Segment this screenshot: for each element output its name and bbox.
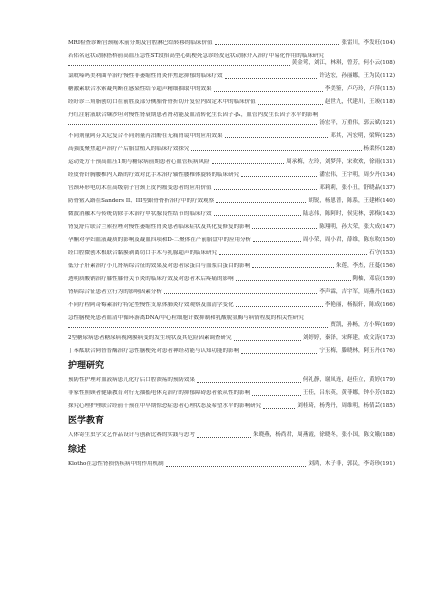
toc-entry[interactable] [68,99,395,106]
dot-leader [263,408,295,409]
entry-authors-page: 邓莉莉，张小丑，舒晓晶(137) [319,184,395,191]
dot-leader [219,254,367,255]
dot-leader [166,466,307,467]
toc-entry[interactable] [68,390,395,397]
toc-entry[interactable] [68,40,395,47]
dot-leader [164,293,318,294]
dot-leader [234,340,301,341]
dot-leader [212,163,285,164]
entry-authors-page: 李艳丽，杨振轩，陈成(166) [324,301,395,308]
dot-leader [68,124,317,125]
toc-entry[interactable] [68,198,395,205]
dot-leader [236,280,351,281]
entry-title: 非家性照顾者健康教育对行无抽搐电休克治疗的抑郁障碍患者依从性的影响 [68,390,251,397]
dot-leader [214,91,323,92]
dot-leader [191,150,361,151]
entry-title: Klotho在急性肾损伤疾病中的作用机制 [68,461,164,468]
entry-authors-page: 刘鸿，木子非，郭民，李奇珍(191) [308,461,395,468]
entry-title: 预防性护理对血液病患儿化疗后口腔溃疡的预防效果 [68,377,195,384]
entry-authors-page: 周小荣，周小君，薛维，陈东吹(150) [302,236,395,243]
toc-entry[interactable] [68,276,395,283]
entry-authors-page: 张雷川，李发旺(104) [341,40,395,46]
toc-entry[interactable] [68,185,395,192]
entry-title: 不同疗程阿奇霉素治疗特定型慢性支原体肺炎疗效观察及血清学变化 [68,301,234,308]
toc-entry[interactable] [68,53,395,68]
toc-entry[interactable] [68,146,395,153]
entry-authors-page: 陆志伟，陈阿时，侯宪林，郭梅(143) [302,210,395,217]
entry-title: 丁苯酞联合阿替普酶治疗急性脑梗死对患者神经功能与认知功能的影响 [68,348,240,355]
dot-leader [216,202,306,203]
entry-title: 不同剂量阿芬太尼复合不同剂量丙泊酚在无痛胃镜中的应用效果 [68,132,223,139]
toc-entry[interactable] [68,73,395,80]
toc-entry[interactable] [68,211,395,218]
toc-entry[interactable] [68,403,395,410]
entry-title: 糖激素联合水索凝判断在感染性结节超声精细抽取中的效果 [68,86,212,93]
entry-title: 肾复舒片联合兰索拉唑对慢性萎缩性胃炎患者临床症状及其化复修复的影响 [68,223,251,230]
entry-authors-page: 宁玉梅，滕晓林，阿玉丹(176) [319,348,395,355]
section-heading-nursing: 护理研究 [68,361,105,372]
entry-title: 透明质酸钠治疗膝性膝骨关节炎的临床疗效及对患者术后疼痛的影响 [68,275,234,282]
dot-leader [236,306,323,307]
entry-title: 宫颈环形电切术在高级别子宫颈上皮内瘤变患者的应用价值 [68,184,212,191]
toc-entry[interactable] [68,335,395,342]
toc-entry[interactable] [68,133,395,140]
entry-authors-page: 王佳，吕东英，黄菲娜，钟小芳(182) [302,390,395,397]
entry-title: 急性脑梗死患者血清中循环游离DNA/中心粒细胞计数抑制和乳酸脱氢酶与病情程度的相关性研究 [68,314,304,321]
entry-authors-page: 贾凯，孙畅，方小辉(169) [330,322,395,329]
dot-leader [225,137,329,138]
entry-title: 人体寄生虫学文艺作品设计与创新比赛的实践与思考 [68,432,195,439]
toc-entry[interactable] [68,112,395,127]
dot-leader [215,44,340,45]
dot-leader [214,189,318,190]
entry-authors-page: 石守(153) [369,249,395,256]
entry-authors-page: 胡锐，杨恩普，陈系，王建彬(140) [308,197,395,204]
toc-entry[interactable] [68,289,395,296]
toc-entry[interactable] [68,348,395,355]
entry-title: 微波消融术与传统切除手术治疗甲状腺良性结节的临床疗效 [68,210,212,217]
entry-title: 运动处方干预高血压1期与糖尿病前期患者心血管疾病风险 [68,158,210,165]
entry-title: 高强度聚焦超声治疗产后胎盘植入的临床疗效探究 [68,145,190,152]
entry-title: 经口腔微创术根联合黏膜剥离切口手术与乳腺超声的临床研究 [68,249,218,256]
entry-title: 防骨鲎入路在Sanders II、III型跟骨骨折治疗中的疗效观察 [68,197,215,204]
dot-leader [252,395,301,396]
toc-entry[interactable] [68,461,395,468]
entry-authors-page: 杨柔怀(128) [363,145,395,152]
toc-entry[interactable] [68,263,395,270]
entry-title: 2型糖尿病患者糖尿病视网膜病变的发生现状及其危险因素调查研究 [68,335,232,342]
entry-authors-page: 陶柚，邓宸(159) [352,275,395,282]
dot-leader [241,353,317,354]
toc-entry[interactable] [68,377,395,384]
toc-entry[interactable] [68,86,395,93]
entry-title: 孕酮对孕妇血液凝质的影响及凝血四项和D-二聚体在产前胎盘中的应用分析 [68,236,252,243]
entry-authors-page: 周承梅，左玲，刘梦萍，宋欢欢，徐雨(131) [286,158,395,165]
entry-authors-page: 李美鉴，卢巧玲，卢萍(115) [324,86,395,93]
dot-leader [68,327,328,328]
entry-title: 低分子肝素治疗小儿肾病综合征的效果及对患者尿蛋白与血浆白蛋白的影响 [68,262,251,269]
toc-entry[interactable] [68,302,395,309]
toc-entry[interactable] [68,432,395,439]
dot-leader [197,437,251,438]
entry-title: 丹红注射液联合缬沙坦对慢性肾衰期患者肾功能及血清转化生长因子-β₁，血管内皮生长因子水平的影响 [68,112,319,119]
entry-authors-page: 刘婷婷，秦泽，宋辉建，成文涛(173) [302,335,395,342]
entry-authors-page: 邓其，冯宏明，梁辉(125) [330,132,395,139]
toc-entry[interactable] [68,237,395,244]
entry-authors-page: 朱晓燕，杨尚君，周燕霞，徐晓冬，张小国，陈文娥(188) [253,432,395,439]
toc-entry[interactable] [68,315,395,330]
toc-entry[interactable] [68,224,395,231]
entry-authors-page: 黄金莺，刘江，林琪，曾芳，何小云(108) [291,60,395,67]
entry-authors-page: 刘桂琦，杨秀丹，周维明，杨倩芸(185) [297,403,395,410]
entry-title: 经皮骨针胸腰椎内人路的疗效对比手术治疗轴性腰椎体旋转的临床研究 [68,171,240,178]
entry-title: 经盱诊三角脂创切口在前胜及部分侧胎骨骨折切开复位内固定术中的临床价值 [68,99,256,106]
entry-authors-page: 许达宏，孙丽娜，王为民(112) [319,73,395,80]
entry-authors-page: 何礼静，谢凤连，赵佳立，黄婷(179) [302,377,395,384]
dot-leader [214,215,301,216]
toc-entry[interactable] [68,172,395,179]
entry-authors-page: 潘宏伟，王宇明，周少丹(134) [319,171,395,178]
entry-title: 氯吡嗪吗美利曲辛治疗慢性非萎缩性胃炎伴焦虑抑郁的临床疗效 [68,73,223,80]
dot-leader [252,228,317,229]
dot-leader [68,65,290,66]
toc-entry[interactable] [68,250,395,257]
entry-authors-page: 赵世九，代建川，王竣(118) [324,99,395,106]
section-heading-review: 综述 [68,445,87,456]
toc-entry[interactable] [68,159,395,166]
dot-leader [253,241,301,242]
entry-title: 肾病综合征患者立行为的影响因素分析 [68,288,162,295]
entry-authors-page: 李声霖，吉宇军，周燕丹(163) [319,288,395,295]
entry-title: 探究心理护理联合经前干预在中早期惊恐症患者心理状态及希望水平的影响研究 [68,403,262,410]
dot-leader [197,382,301,383]
dot-leader [252,267,334,268]
entry-authors-page: 朱莲，李杰，汪蔓(156) [335,262,395,269]
dot-leader [258,104,323,105]
dot-leader [241,176,317,177]
section-heading-education: 医学教育 [68,416,105,427]
entry-authors-page: 汤宏平，万重伟，郭云斌(121) [319,119,395,126]
entry-title: MRI检查诊断宫颈癌术前分期及宫腔淋巴结转移的临床价值 [68,40,213,46]
dot-leader [225,78,318,79]
entry-title: 若佑名冠状动脉搭桥前高血压急性ST段抬高型心肌梗死急诊经皮冠状动脉介入治疗中易化作用的临床研究 [68,53,324,59]
entry-authors-page: 陈翔明，孙大荣，张大成(147) [319,223,395,230]
